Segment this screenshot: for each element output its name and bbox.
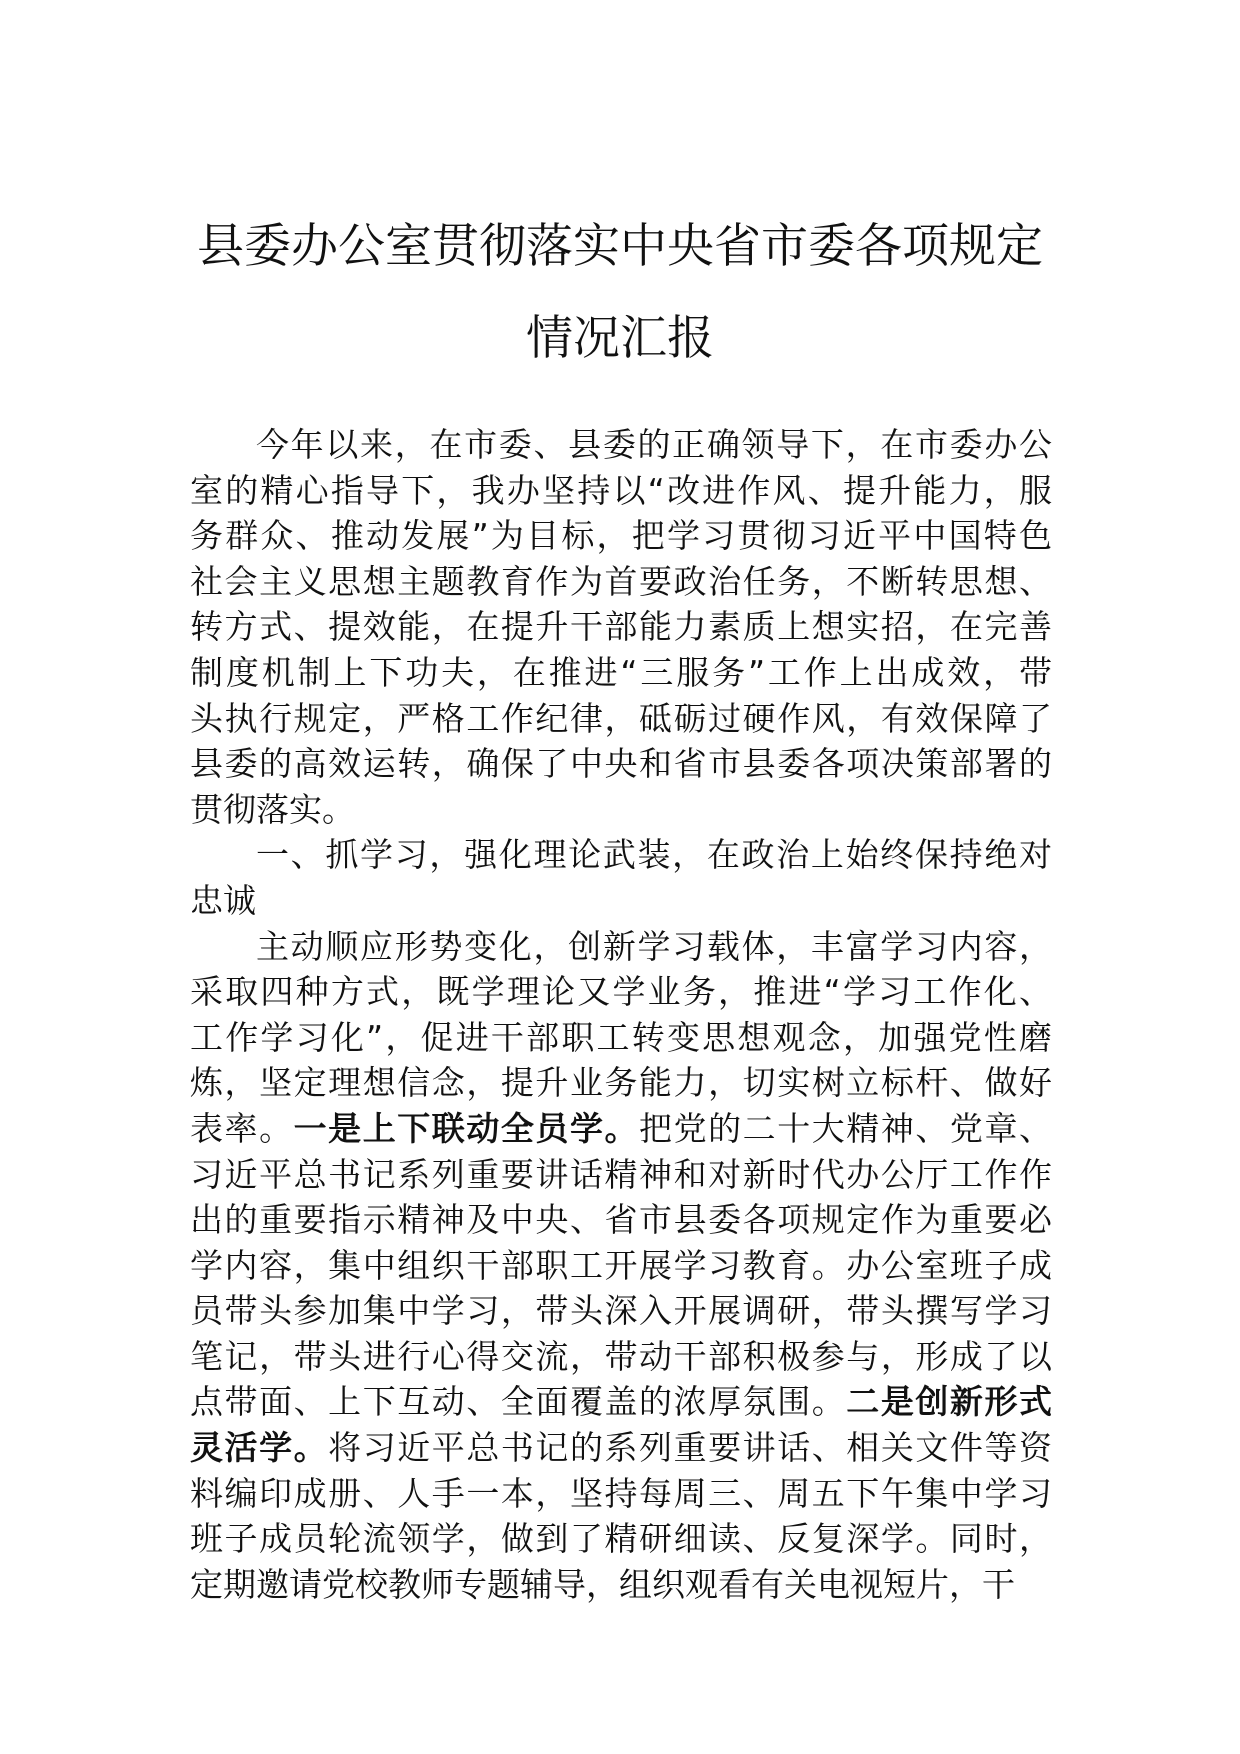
text-line [190,1060,1052,1106]
text-run: 忠诚 [190,880,256,920]
text-line [190,878,1052,924]
text-line [190,513,1052,559]
text-line [190,1562,1052,1608]
text-run: 习近平总书记系列重要讲话精神和对新时代办公厅工作作 [190,1154,1052,1194]
text-line [190,1288,1052,1334]
text-line [190,969,1052,1015]
text-run: 一、抓学习，强化理论武装，在政治上始终保持绝对 [256,835,1052,875]
body-paragraph [190,832,1052,923]
text-run: 县委的高效运转，确保了中央和省市县委各项决策部署的 [190,744,1052,784]
body-paragraph [190,924,1052,1608]
text-run: 制度机制上下功夫，在推进“三服务”工作上出成效，带 [190,652,1052,692]
text-run: 主动顺应形势变化，创新学习载体，丰富学习内容， [256,926,1052,966]
text-run: 工作学习化”，促进干部职工转变思想观念，加强党性磨 [190,1017,1052,1057]
text-line [190,1516,1052,1562]
text-run: 今年以来，在市委、县委的正确领导下，在市委办公 [256,425,1052,464]
text-line [190,1379,1052,1425]
document-title-line-1: 县委办公室贯彻落实中央省市委各项规定 [197,219,1043,274]
text-run: 贯彻落实。 [190,789,355,829]
text-run: 室的精心指导下，我办坚持以“改进作风、提升能力，服 [190,470,1052,510]
text-line [190,422,1052,468]
text-run: 定期邀请党校教师专题辅导，组织观看有关电视短片，干 [190,1564,1015,1604]
body-paragraph [190,422,1052,832]
text-run: 表率。 [190,1108,294,1148]
text-run: 笔记，带头进行心得交流，带动干部积极参与，形成了以 [190,1336,1052,1376]
text-line [190,787,1052,833]
document-title-line-2: 情况汇报 [526,311,714,366]
text-run: 把党的二十大精神、党章、 [639,1108,1052,1148]
text-line [190,1471,1052,1517]
text-line [190,924,1052,970]
text-line [190,1197,1052,1243]
document-body [190,422,1052,1607]
text-run: 学内容，集中组织干部职工开展学习教育。办公室班子成 [190,1245,1052,1285]
text-line [190,468,1052,514]
text-line [190,604,1052,650]
text-run: 转方式、提效能，在提升干部能力素质上想实招，在完善 [190,607,1052,647]
bold-lead-phrase: 灵活学。 [190,1428,329,1468]
bold-lead-phrase: 二是创新形式 [846,1382,1052,1422]
text-run: 出的重要指示精神及中央、省市县委各项规定作为重要必 [190,1200,1052,1240]
text-run: 料编印成册、人手一本，坚持每周三、周五下午集中学习 [190,1473,1052,1513]
text-run: 采取四种方式，既学理论又学业务，推进“学习工作化、 [190,972,1052,1012]
text-run: 将习近平总书记的系列重要讲话、相关文件等资 [328,1428,1052,1468]
text-line [190,1152,1052,1198]
text-run: 员带头参加集中学习，带头深入开展调研，带头撰写学习 [190,1291,1052,1331]
text-line [190,559,1052,605]
text-run: 头执行规定，严格工作纪律，砥砺过硬作风，有效保障了 [190,698,1052,738]
text-line [190,832,1052,878]
text-line [190,1015,1052,1061]
bold-lead-phrase: 一是上下联动全员学。 [293,1108,640,1148]
text-line [190,650,1052,696]
text-line [190,1334,1052,1380]
text-line [190,1425,1052,1471]
text-run: 点带面、上下互动、全面覆盖的浓厚氛围。 [190,1382,847,1422]
text-line [190,741,1052,787]
text-line [190,696,1052,742]
text-run: 班子成员轮流领学，做到了精研细读、反复深学。同时， [190,1519,1052,1559]
text-line [190,1106,1052,1152]
text-run: 社会主义思想主题教育作为首要政治任务，不断转思想、 [190,561,1052,601]
text-run: 炼，坚定理想信念，提升业务能力，切实树立标杆、做好 [190,1063,1052,1103]
text-run: 务群众、推动发展”为目标，把学习贯彻习近平中国特色 [190,516,1052,556]
text-line [190,1243,1052,1289]
